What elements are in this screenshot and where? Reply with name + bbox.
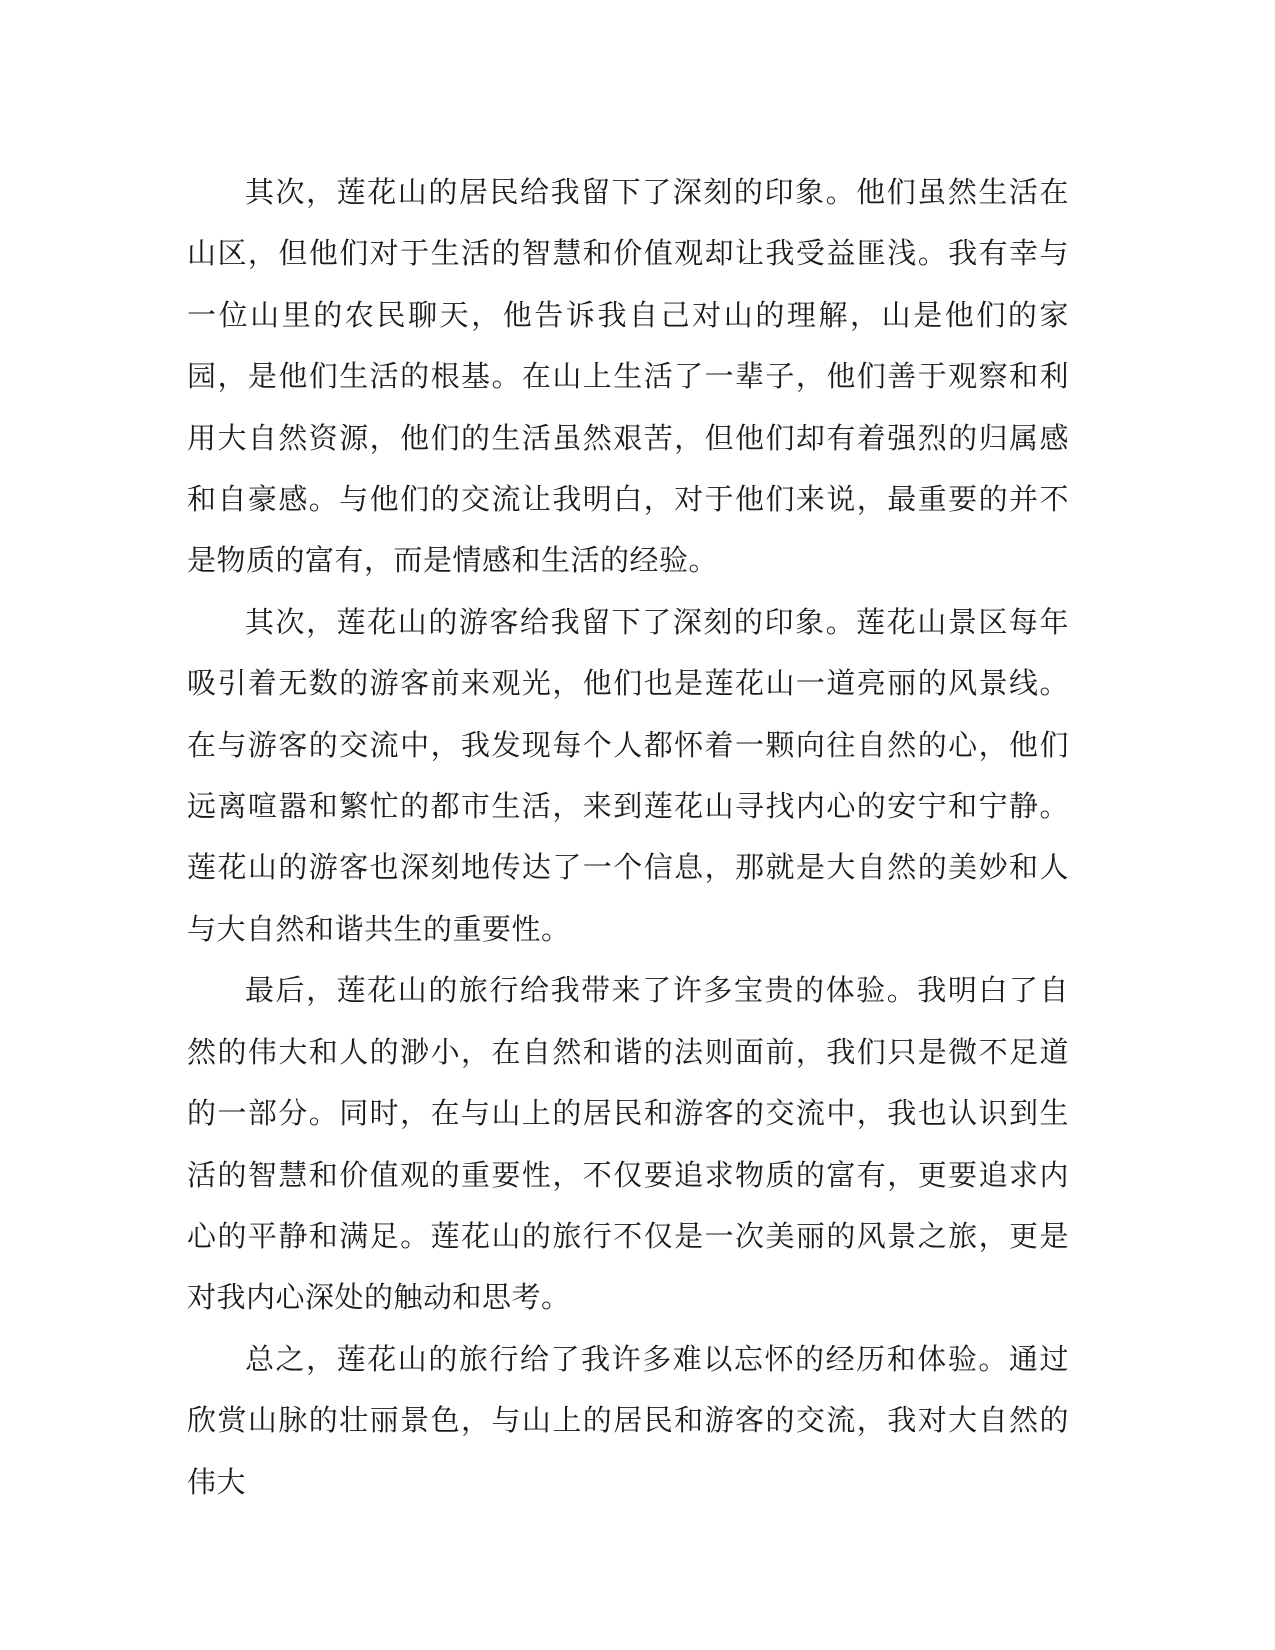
paragraph-tourists: 其次，莲花山的游客给我留下了深刻的印象。莲花山景区每年吸引着无数的游客前来观光，他们也是莲花山一道亮丽的风景线。在与游客的交流中，我发现每个人都怀着一颗向往自然的心，他们远离喧嚣和繁忙的都市生活，来到莲花山寻找内心的安宁和宁静。莲花山的游客也深刻地传达了一个信息，那就是大自然的美妙和人与大自然和谐共生的重要性。 [187,604,1069,946]
document-body [187,162,1069,1513]
paragraph-residents: 其次，莲花山的居民给我留下了深刻的印象。他们虽然生活在山区，但他们对于生活的智慧和价值观却让我受益匪浅。我有幸与一位山里的农民聊天，他告诉我自己对山的理解，山是他们的家园，是他们生活的根基。在山上生活了一辈子，他们善于观察和利用大自然资源，他们的生活虽然艰苦，但他们却有着强烈的归属感和自豪感。与他们的交流让我明白，对于他们来说，最重要的并不是物质的富有，而是情感和生活的经验。 [187,175,1069,578]
paragraph-conclusion: 总之，莲花山的旅行给了我许多难以忘怀的经历和体验。通过欣赏山脉的壮丽景色，与山上的居民和游客的交流，我对大自然的伟大 [187,1341,1069,1499]
paragraph-experience: 最后，莲花山的旅行给我带来了许多宝贵的体验。我明白了自然的伟大和人的渺小，在自然和谐的法则面前，我们只是微不足道的一部分。同时，在与山上的居民和游客的交流中，我也认识到生活的智慧和价值观的重要性，不仅要追求物质的富有，更要追求内心的平静和满足。莲花山的旅行不仅是一次美丽的风景之旅，更是对我内心深处的触动和思考。 [187,973,1069,1315]
